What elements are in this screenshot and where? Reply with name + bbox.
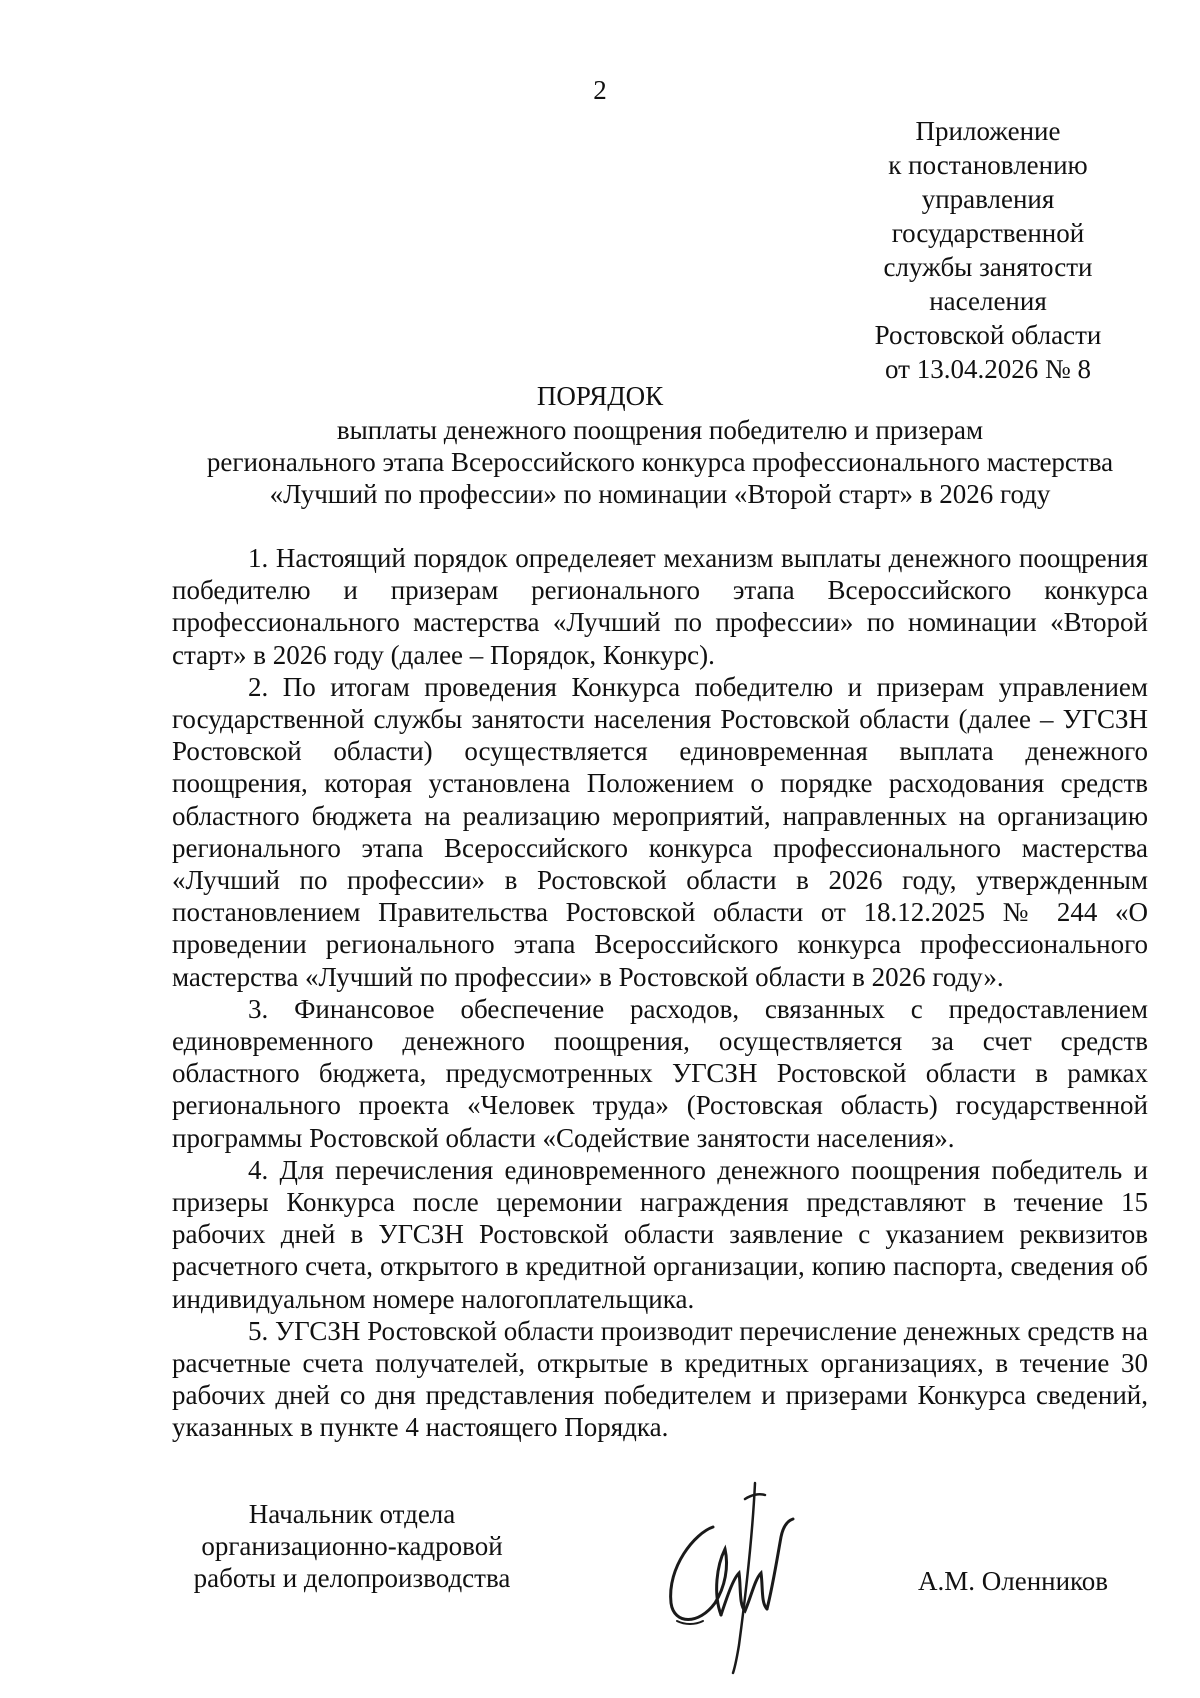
document-title: ПОРЯДОК xyxy=(536,381,664,411)
appendix-line: управления xyxy=(921,184,1055,214)
page-number: 2 xyxy=(593,75,607,105)
document-subtitle xyxy=(170,414,1150,510)
signer-name: А.М. Оленников xyxy=(918,1566,1109,1596)
appendix-line: Ростовской области xyxy=(874,320,1102,350)
position-line: работы и делопроизводства xyxy=(193,1563,511,1593)
appendix-line: государственной xyxy=(891,218,1085,248)
handwritten-signature-icon xyxy=(655,1475,805,1675)
appendix-block xyxy=(828,114,1148,386)
paragraph-4: 4. Для перечисления единовременного денежного поощрения победитель и призеры Конкурса после церемонии награждения представляют в течение 15 рабочих дней в УГСЗН Ростовской области заявление с указанием реквизитов расчетного счета, открытого в кредитной организации, копию паспорта, сведения об индивидуальном номере налогоплательщика. xyxy=(172,1154,1148,1314)
paragraph-5: 5. УГСЗН Ростовской области производит перечисление денежных средств на расчетные счета получателей, открытые в кредитных организациях, в течение 30 рабочих дней со дня представления победителем и призерами Конкурса сведений, указанных в пункте 4 настоящего Порядка. xyxy=(172,1315,1148,1443)
paragraph-3: 3. Финансовое обеспечение расходов, связанных с предоставлением единовременного денежного поощрения, осуществляется за счет средств областного бюджета, предусмотренных УГСЗН Ростовской области в рамках регионального проекта «Человек труда» (Ростовская область) государственной программы Ростовской области «Содействие занятости населения». xyxy=(172,993,1148,1153)
appendix-line: от 13.04.2026 № 8 xyxy=(885,354,1091,384)
paragraph-1: 1. Настоящий порядок определеяет механизм выплаты денежного поощрения победителю и призерам регионального этапа Всероссийского конкурса профессионального мастерства «Лучший по профессии» по номинации «Второй старт» в 2026 году (далее – Порядок, Конкурс). xyxy=(172,543,1148,670)
subtitle-line: выплаты денежного поощрения победителю и призерам xyxy=(336,415,984,445)
signatory-position xyxy=(172,1498,532,1594)
appendix-line: службы занятости xyxy=(883,252,1093,282)
subtitle-line: «Лучший по профессии» по номинации «Второй старт» в 2026 году xyxy=(269,479,1051,509)
appendix-line: населения xyxy=(929,286,1047,316)
position-line: организационно-кадровой xyxy=(201,1531,503,1561)
paragraph-2: 2. По итогам проведения Конкурса победителю и призерам управлением государственной службы занятости населения Ростовской области (далее – УГСЗН Ростовской области) осуществляется единовременная выплата денежного поощрения, которая установлена Положением о порядке расходования средств областного бюджета на реализацию мероприятий, направленных на организацию регионального этапа Всероссийского конкурса профессионального мастерства «Лучший по профессии» в Ростовской области в 2026 году, утвержденным постановлением Правительства Ростовской области от 18.12.2025 № 244 «О проведении регионального этапа Всероссийского конкурса профессионального мастерства «Лучший по профессии» в Ростовской области в 2026 году». xyxy=(172,671,1148,992)
document-body xyxy=(172,542,1148,1444)
position-line: Начальник отдела xyxy=(248,1499,456,1529)
appendix-line: к постановлению xyxy=(888,150,1088,180)
subtitle-line: регионального этапа Всероссийского конкурса профессионального мастерства xyxy=(206,447,1114,477)
appendix-line: Приложение xyxy=(915,116,1061,146)
